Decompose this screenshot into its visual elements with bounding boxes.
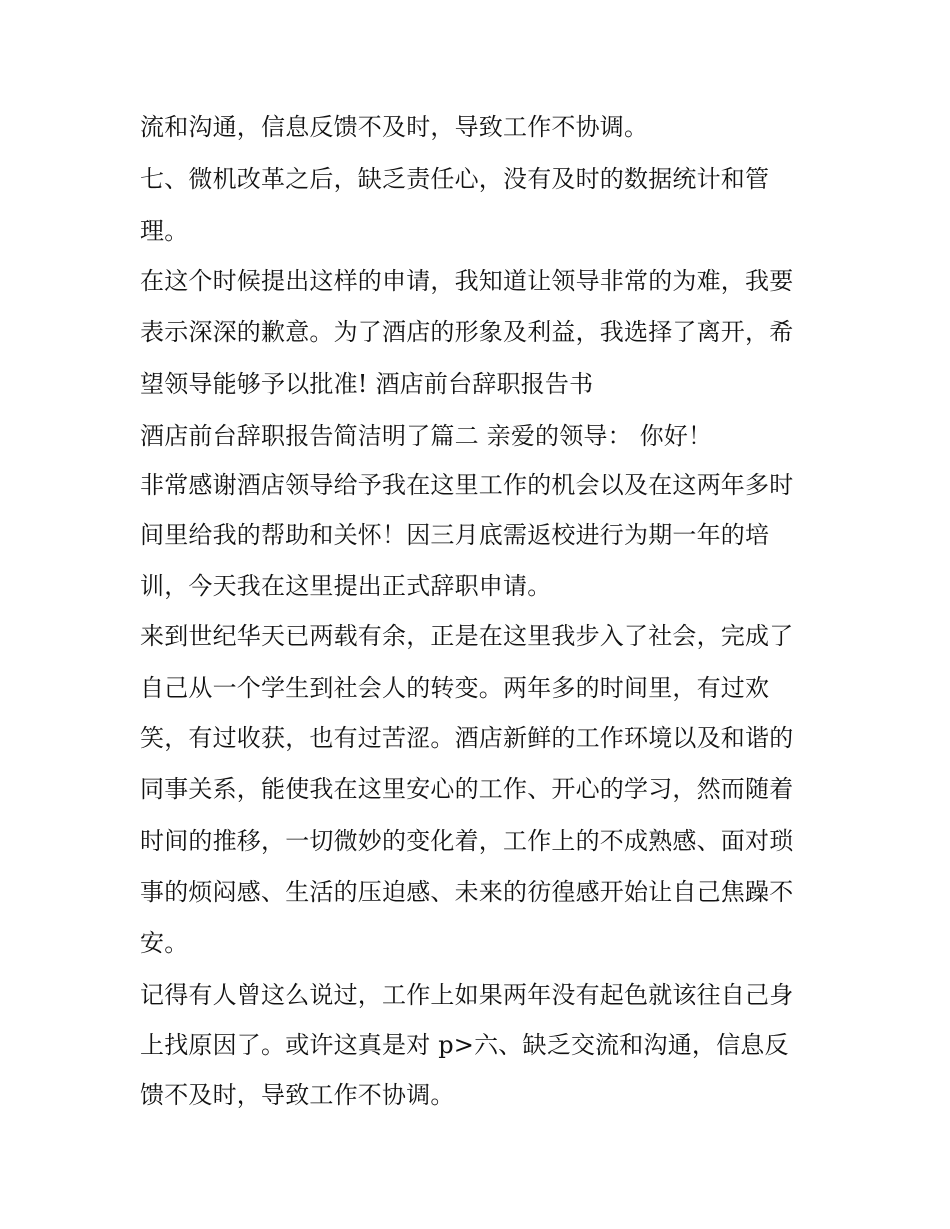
text-line: 间里给我的帮助和关怀！因三月底需返校进行为期一年的培: [140, 521, 770, 549]
text-line: 表示深深的歉意。为了酒店的形象及利益，我选择了离开，希: [140, 318, 794, 346]
text-line: 上找原因了。或许这真是对 p>六、缺乏交流和沟通，信息反: [140, 1031, 789, 1059]
text-line: 在这个时候提出这样的申请，我知道让领导非常的为难，我要: [140, 267, 794, 295]
text-line: 望领导能够予以批准! 酒店前台辞职报告书: [140, 370, 594, 398]
text-line: 流和沟通，信息反馈不及时，导致工作不协调。: [140, 113, 649, 141]
text-line: 记得有人曾这么说过，工作上如果两年没有起色就该往自己身: [140, 981, 794, 1009]
text-line: 笑，有过收获，也有过苦涩。酒店新鲜的工作环境以及和谐的: [140, 724, 794, 752]
text-line: 理。: [140, 217, 189, 245]
text-line: 酒店前台辞职报告简洁明了篇二 亲爱的领导： 你好！: [140, 422, 713, 450]
text-line: 七、微机改革之后，缺乏责任心，没有及时的数据统计和管: [140, 165, 770, 193]
text-line: 自己从一个学生到社会人的转变。两年多的时间里，有过欢: [140, 674, 770, 702]
text-line: 时间的推移，一切微妙的变化着，工作上的不成熟感、面对琐: [140, 827, 794, 855]
text-line: 事的烦闷感、生活的压迫感、未来的彷徨感开始让自己焦躁不: [140, 878, 794, 906]
text-line: 馈不及时，导致工作不协调。: [140, 1081, 455, 1109]
text-line: 同事关系，能使我在这里安心的工作、开心的学习，然而随着: [140, 775, 794, 803]
text-line: 训，今天我在这里提出正式辞职申请。: [140, 572, 552, 600]
text-line: 非常感谢酒店领导给予我在这里工作的机会以及在这两年多时: [140, 471, 794, 499]
text-line: 安。: [140, 929, 189, 957]
text-line: 来到世纪华天已两载有余，正是在这里我步入了社会，完成了: [140, 622, 794, 650]
